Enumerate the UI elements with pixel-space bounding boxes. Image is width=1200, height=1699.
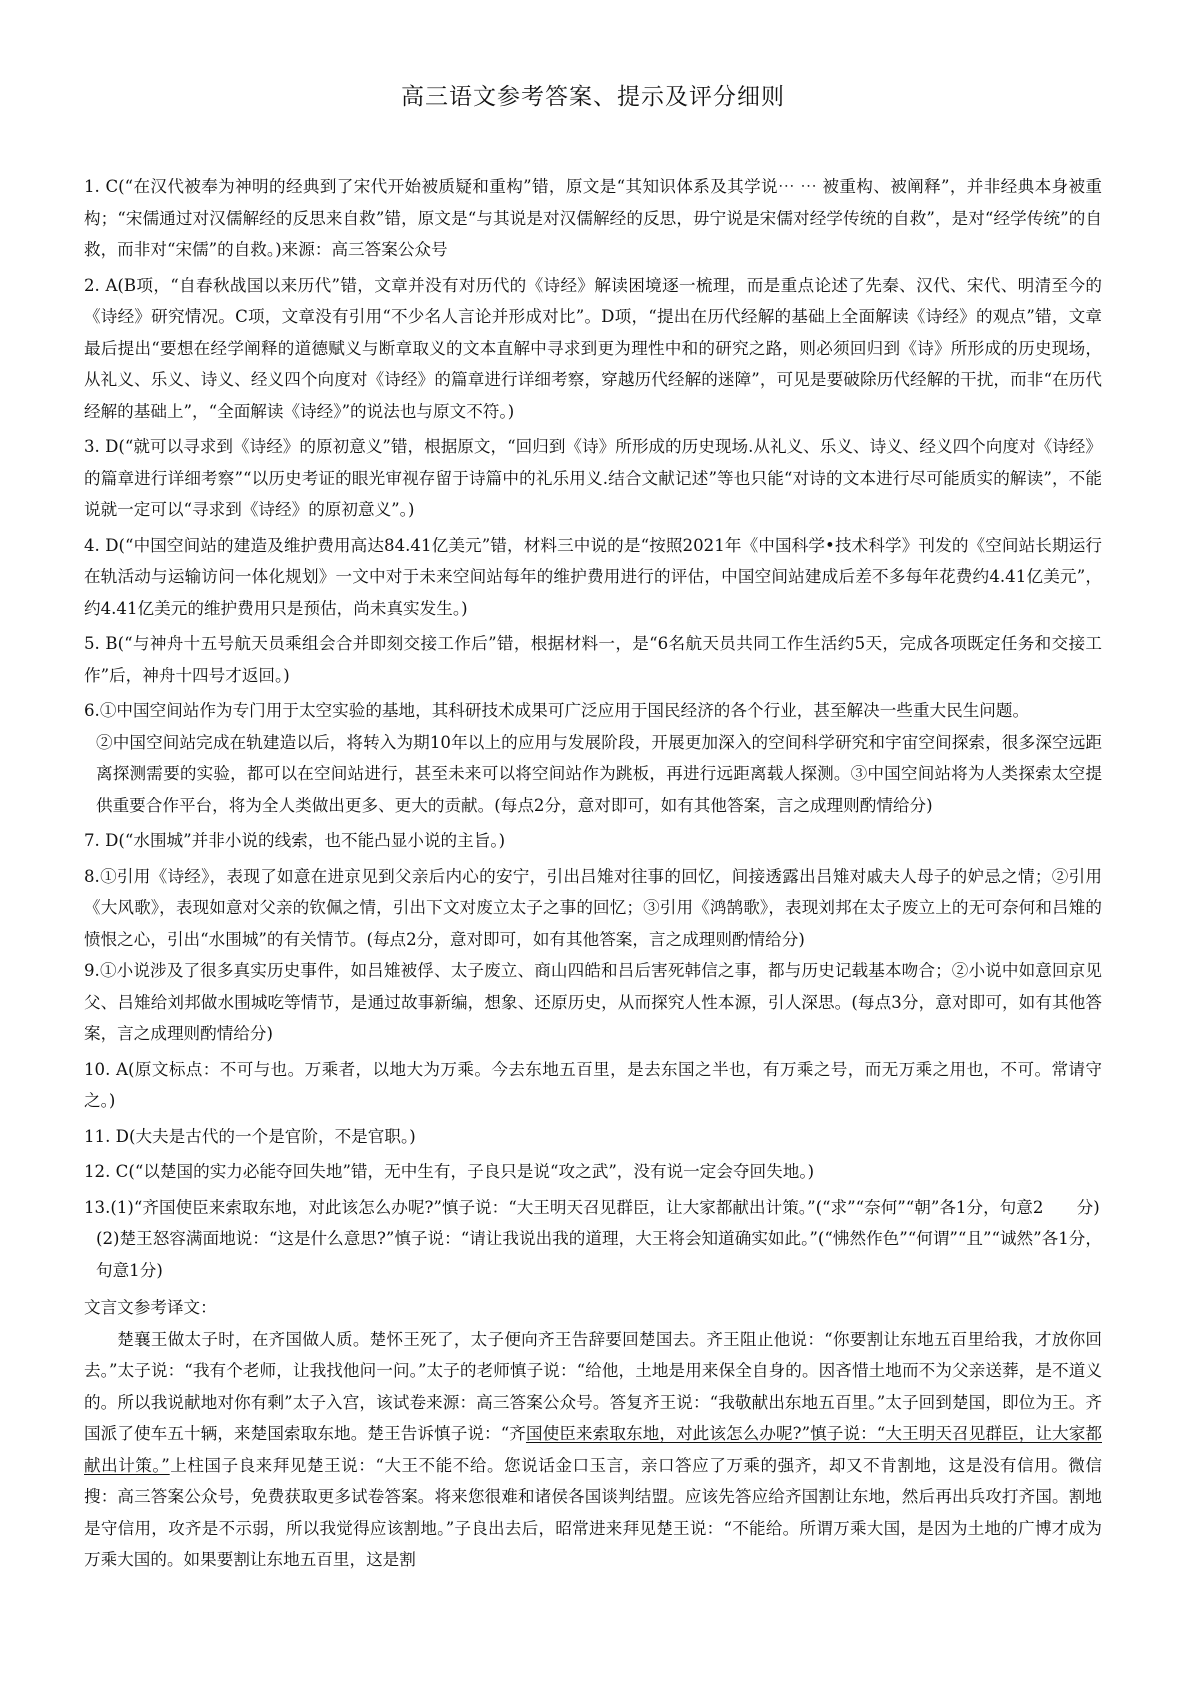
answer-item-6: [84, 695, 1102, 821]
answer-item-13-2: (2)楚王怒容满面地说：“这是什么意思?”慎子说：“请让我说出我的道理，大王将会知道确实如此。”(“怫然作色”“何谓”“且”“诚然”各1分，句意1分): [96, 1229, 1102, 1280]
answer-item-5: 5. B(“与神舟十五号航天员乘组会合并即刻交接工作后”错，根据材料一，是“6名航天员共同工作生活约5天，完成各项既定任务和交接工作”后，神舟十四号才返回。): [84, 634, 1102, 685]
answer-item-3: 3. D(“就可以寻求到《诗经》的原初意义”错，根据原文，“回归到《诗》所形成的历史现场.从礼义、乐义、诗义、经义四个向度对《诗经》的篇章进行详细考察”“以历史考证的眼光审视存留于诗篇中的礼乐用义.结合文献记述”等也只能“对诗的文本进行尽可能质实的解读”，不能说就一定可以“寻求到《诗经》的原初意义”。): [84, 437, 1102, 519]
answer-item-6-points-2-3: ②中国空间站完成在轨建造以后，将转入为期10年以上的应用与发展阶段，开展更加深入的空间科学研究和宇宙空间探索，很多深空远距离探测需要的实验，都可以在空间站进行，甚至未来可以将空间站作为跳板，再进行远距离载人探测。③中国空间站将为人类探索太空提供重要合作平台，将为全人类做出更多、更大的贡献。(每点2分，意对即可，如有其他答案，言之成理则酌情给分): [96, 732, 1102, 815]
translation-heading: 文言文参考译文：: [84, 1298, 217, 1317]
translation-text-part-1: 楚襄王做太子时，在齐国做人质。楚怀王死了，太子便向齐王告辞要回楚国去。齐王阻止他说：“你要割让东地五百里给我，才放你回去。”太子说：“我有个老师，让我找他问一问。”太子的老师慎子说：“给他，土地是用来保全自身的。因吝惜土地而不为父亲送葬，是不道义的。所以我说献地对你有剩”太子入宫，该试卷来源：高三答案公众号。答复齐王说：“我敬献出东地五百里。”太子回到楚国，即位为王。齐国派了使车五十辆，来楚国索取东地。楚王告诉慎子说：“齐: [84, 1329, 1102, 1443]
answer-item-8: 8.①引用《诗经》，表现了如意在进京见到父亲后内心的安宁，引出吕雉对往事的回忆，间接透露出吕雉对戚夫人母子的妒忌之情；②引用《大风歌》，表现如意对父亲的钦佩之情，引出下文对废立太子之事的回忆；③引用《鸿鹄歌》，表现刘邦在太子废立上的无可奈何和吕雉的愤恨之心，引出“水围城”的有关情节。(每点2分，意对即可，如有其他答案，言之成理则酌情给分): [84, 866, 1102, 949]
answer-item-9: 9.①小说涉及了很多真实历史事件，如吕雉被俘、太子废立、商山四皓和吕后害死韩信之事，都与历史记载基本吻合；②小说中如意回京见父、吕雉给刘邦做水围城吃等情节，是通过故事新编，想象、还原历史，从而探究人性本源，引人深思。(每点3分，意对即可，如有其他答案，言之成理则酌情给分): [84, 961, 1102, 1043]
answer-item-4: 4. D(“中国空间站的建造及维护费用高达84.41亿美元”错，材料三中说的是“按照2021年《中国科学•技术科学》刊发的《空间站长期运行在轨活动与运输访问一体化规划》一文中对于未来空间站每年的维护费用进行的评估，中国空间站建成后差不多每年花费约4.41亿美元”，约4.41亿美元的维护费用只是预估，尚未真实发生。): [84, 535, 1102, 618]
answer-item-2: 2. A(B项，“自春秋战国以来历代”错，文章并没有对历代的《诗经》解读困境逐一梳理，而是重点论述了先秦、汉代、宋代、明清至今的《诗经》研究情况。C项，文章没有引用“不少名人言论并形成对比”。D项，“提出在历代经解的基础上全面解读《诗经》的观点”错，文章最后提出“要想在经学阐释的道德赋义与断章取义的文本直解中寻求到更为理性中和的研究之路，则必须回归到《诗》所形成的历史现场，从礼义、乐义、诗义、经义四个向度对《诗经》的篇章进行详细考察，穿越历代经解的迷障”，可见是要破除历代经解的干扰，而非“在历代经解的基础上”，“全面解读《诗经》”的说法也与原文不符。): [84, 275, 1102, 421]
answer-item-10: 10. A(原文标点：不可与也。万乘者，以地大为万乘。今去东地五百里，是去东国之半也，有万乘之号，而无万乘之用也，不可。常请守之。): [84, 1059, 1102, 1110]
answer-item-6-point-1: 6.①中国空间站作为专门用于太空实验的基地，其科研技术成果可广泛应用于国民经济的各个行业，甚至解决一些重大民生问题。: [84, 701, 1030, 720]
answer-item-11: 11. D(大夫是古代的一个是官阶，不是官职。): [84, 1126, 416, 1146]
answer-item-7: 7. D(“水围城”并非小说的线索，也不能凸显小说的主旨。): [84, 831, 506, 850]
translation-text-part-2: 上柱国子良来拜见楚王说：“大王不能不给。您说话金口玉言，亲口答应了万乘的强齐，却又不肯割地，这是没有信用。微信搜：高三答案公众号，免费获取更多试卷答案。将来您很难和诸侯各国谈判结盟。应该先答应给齐国割让东地，然后再出兵攻打齐国。割地是守信用，攻齐是不示弱，所以我觉得应该割地。”子良出去后，昭常进来拜见楚王说：“不能给。所谓万乘大国，是因为土地的广博才成为万乘大国的。如果要割让东地五百里，这是割: [84, 1455, 1103, 1569]
answer-item-12: 12. C(“以楚国的实力必能夺回失地”错，无中生有，子良只是说“攻之武”，没有说一定会夺回失地。): [84, 1162, 815, 1181]
page-title: 高三语文参考答案、提示及评分细则: [401, 84, 785, 110]
translation-paragraph: [84, 1324, 1102, 1576]
translation-underlined-text: 国使臣来索取东地，对此该怎么办呢?”慎子说：“大王明天召见群臣，让大家都献出计策。”: [84, 1424, 1102, 1475]
answer-item-1: 1. C(“在汉代被奉为神明的经典到了宋代开始被质疑和重构”错，原文是“其知识体系及其学说⋯ ⋯ 被重构、被阐释”，并非经典本身被重构；“宋儒通过对汉儒解经的反思来自救”错，原文是“与其说是对汉儒解经的反思，毋宁说是宋儒对经学传统的自救”，是对“经学传统”的自救，而非对“宋儒”的自救。)来源：高三答案公众号: [84, 177, 1102, 259]
answer-item-13-1: 13.(1)“齐国使臣来索取东地，对此该怎么办呢?”慎子说：“大王明天召见群臣，让大家都献出计策。”(“求”“奈何”“朝”各1分，句意2 分): [84, 1197, 1100, 1217]
answer-list: [84, 171, 1102, 1576]
